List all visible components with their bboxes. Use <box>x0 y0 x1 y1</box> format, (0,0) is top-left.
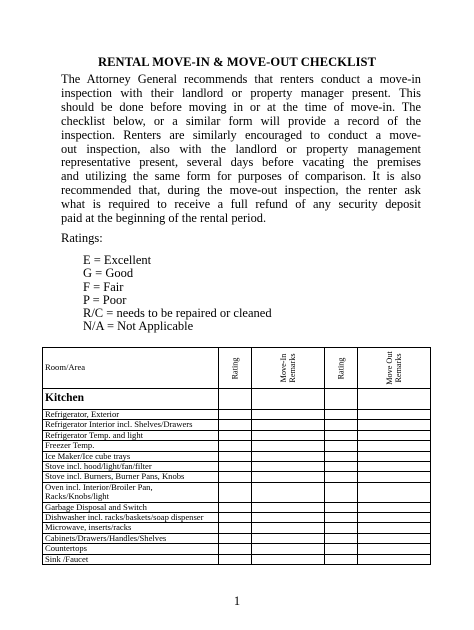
room-area-item: Refrigerator, Exterior <box>43 410 219 420</box>
intro-line: and utilizing the same form for purposes of comparison. It is also <box>61 169 421 184</box>
table-row <box>43 482 431 502</box>
move-out-remarks-label: Move Out Remarks <box>384 351 403 385</box>
rating-in-cell[interactable] <box>219 502 252 512</box>
move-in-remarks-cell[interactable] <box>252 544 325 554</box>
table-row <box>43 554 431 564</box>
room-area-item: Freezer Temp. <box>43 441 219 451</box>
move-out-remarks-cell[interactable] <box>357 502 430 512</box>
move-in-remarks-cell[interactable] <box>252 420 325 430</box>
page-number: 1 <box>233 594 241 608</box>
room-area-item: Microwave, inserts/racks <box>43 523 219 533</box>
move-in-remarks-cell[interactable] <box>252 410 325 420</box>
checklist-table <box>42 347 431 565</box>
rating-out-cell[interactable] <box>325 482 358 502</box>
rating-in-cell[interactable] <box>219 482 252 502</box>
move-in-remarks-cell[interactable] <box>252 462 325 472</box>
rating-legend-item: R/C = needs to be repaired or cleaned <box>83 306 272 321</box>
rating-out-cell[interactable] <box>325 544 358 554</box>
rating-in-cell[interactable] <box>219 544 252 554</box>
move-in-remarks-label: Move-In Remarks <box>279 353 298 383</box>
intro-line: The Attorney General recommends that renters conduct a move-in <box>61 72 421 86</box>
table-row <box>43 523 431 533</box>
intro-line: paid at the beginning of the rental period. <box>61 211 267 226</box>
rating-out-cell[interactable] <box>325 554 358 564</box>
table-row <box>43 544 431 554</box>
ratings-legend <box>83 254 272 334</box>
move-out-remarks-cell[interactable] <box>357 554 430 564</box>
move-in-remarks-cell[interactable] <box>252 502 325 512</box>
table-row <box>43 430 431 440</box>
rating-out-cell[interactable] <box>325 451 358 461</box>
rating-legend-item: F = Fair <box>83 279 124 294</box>
table-row <box>43 420 431 430</box>
table-row <box>43 441 431 451</box>
move-out-remarks-cell[interactable] <box>357 472 430 482</box>
rating-in-cell[interactable] <box>219 554 252 564</box>
rating-out-cell[interactable] <box>325 533 358 543</box>
rating-legend-item: P = Poor <box>83 292 127 307</box>
rating-out-cell[interactable] <box>325 462 358 472</box>
table-row <box>43 472 431 482</box>
rating-in-cell[interactable] <box>219 462 252 472</box>
intro-line: recommended that, during the move-out inspection, the renter ask <box>61 183 421 198</box>
rating-out-header-label: Rating <box>336 357 346 379</box>
room-area-item: Cabinets/Drawers/Handles/Shelves <box>43 533 219 543</box>
rating-out-cell[interactable] <box>325 389 358 410</box>
section-row-kitchen <box>43 389 431 410</box>
room-area-item: Stove incl. Burners, Burner Pans, Knobs <box>43 472 219 482</box>
rating-in-cell[interactable] <box>219 430 252 440</box>
rating-in-cell[interactable] <box>219 533 252 543</box>
move-out-remarks-cell[interactable] <box>357 523 430 533</box>
room-area-item: Sink /Faucet <box>43 554 219 564</box>
move-in-remarks-cell[interactable] <box>252 513 325 523</box>
table-row <box>43 502 431 512</box>
move-out-remarks-cell[interactable] <box>357 441 430 451</box>
rating-out-cell[interactable] <box>325 430 358 440</box>
move-out-remarks-cell[interactable] <box>357 430 430 440</box>
intro-line: what is required to receive a full refund of any security deposit <box>61 197 421 212</box>
rating-in-cell[interactable] <box>219 410 252 420</box>
intro-line: representative present, several days before vacating the premises <box>61 155 421 170</box>
move-out-remarks-cell[interactable] <box>357 482 430 502</box>
rating-out-cell[interactable] <box>325 472 358 482</box>
room-area-item: Refrigerator Interior incl. Shelves/Drawers <box>43 420 219 430</box>
intro-line: inspection. Renters are similarly encouraged to conduct a move- <box>61 127 421 142</box>
move-out-remarks-cell[interactable] <box>357 544 430 554</box>
move-in-remarks-cell[interactable] <box>252 451 325 461</box>
rating-out-cell[interactable] <box>325 441 358 451</box>
move-in-remarks-cell[interactable] <box>252 441 325 451</box>
move-in-remarks-cell[interactable] <box>252 554 325 564</box>
rating-out-header <box>325 348 358 389</box>
table-row <box>43 533 431 543</box>
table-row <box>43 451 431 461</box>
move-in-remarks-cell[interactable] <box>252 430 325 440</box>
move-in-remarks-cell[interactable] <box>252 523 325 533</box>
intro-line: should be done before moving in or at the time of move-in. The <box>61 99 421 114</box>
rating-in-cell[interactable] <box>219 523 252 533</box>
room-area-item: Dishwasher incl. racks/baskets/soap dispenser <box>43 513 219 523</box>
move-in-remarks-cell[interactable] <box>252 482 325 502</box>
move-out-remarks-cell[interactable] <box>357 410 430 420</box>
rating-in-cell[interactable] <box>219 513 252 523</box>
rating-legend-item: N/A = Not Applicable <box>83 319 194 334</box>
document-title: RENTAL MOVE-IN & MOVE-OUT CHECKLIST <box>97 55 377 69</box>
move-out-remarks-cell[interactable] <box>357 420 430 430</box>
table-row <box>43 513 431 523</box>
rating-in-cell[interactable] <box>219 389 252 410</box>
table-header-row <box>43 348 431 389</box>
rating-legend-item: G = Good <box>83 266 134 281</box>
table-row <box>43 462 431 472</box>
intro-line: inspection with their landlord or property manager present. This <box>61 85 421 100</box>
room-area-item: Ice Maker/Ice cube trays <box>43 451 219 461</box>
move-in-remarks-header <box>252 348 325 389</box>
rating-in-cell[interactable] <box>219 420 252 430</box>
rating-in-cell[interactable] <box>219 441 252 451</box>
intro-line: out inspection, also with the landlord or property management <box>61 141 421 156</box>
room-area-header: Room/Area <box>43 348 219 389</box>
move-out-remarks-cell[interactable] <box>357 513 430 523</box>
room-area-item: Countertops <box>43 544 219 554</box>
rating-out-cell[interactable] <box>325 410 358 420</box>
rating-in-cell[interactable] <box>219 451 252 461</box>
rating-in-cell[interactable] <box>219 472 252 482</box>
rating-in-header-label: Rating <box>230 357 240 379</box>
move-out-remarks-cell[interactable] <box>357 451 430 461</box>
rating-in-header <box>219 348 252 389</box>
rating-out-cell[interactable] <box>325 502 358 512</box>
move-out-remarks-cell[interactable] <box>357 462 430 472</box>
move-out-remarks-header <box>357 348 430 389</box>
move-in-remarks-cell[interactable] <box>252 472 325 482</box>
intro-line: checklist below, or a similar form will provide a record of the <box>61 113 421 128</box>
rating-out-cell[interactable] <box>325 523 358 533</box>
room-area-item: Refrigerator Temp. and light <box>43 430 219 440</box>
table-row <box>43 410 431 420</box>
ratings-label: Ratings: <box>61 231 103 245</box>
move-out-remarks-cell[interactable] <box>357 533 430 543</box>
rating-legend-item: E = Excellent <box>83 253 152 267</box>
intro-paragraph <box>61 73 421 226</box>
room-area-item: Oven incl. Interior/Broiler Pan, Racks/Knobs/light <box>43 482 219 502</box>
move-in-remarks-cell[interactable] <box>252 533 325 543</box>
room-area-item: Stove incl. hood/light/fan/filter <box>43 462 219 472</box>
section-title: Kitchen <box>43 389 219 410</box>
rating-out-cell[interactable] <box>325 513 358 523</box>
room-area-item: Garbage Disposal and Switch <box>43 502 219 512</box>
rating-out-cell[interactable] <box>325 420 358 430</box>
